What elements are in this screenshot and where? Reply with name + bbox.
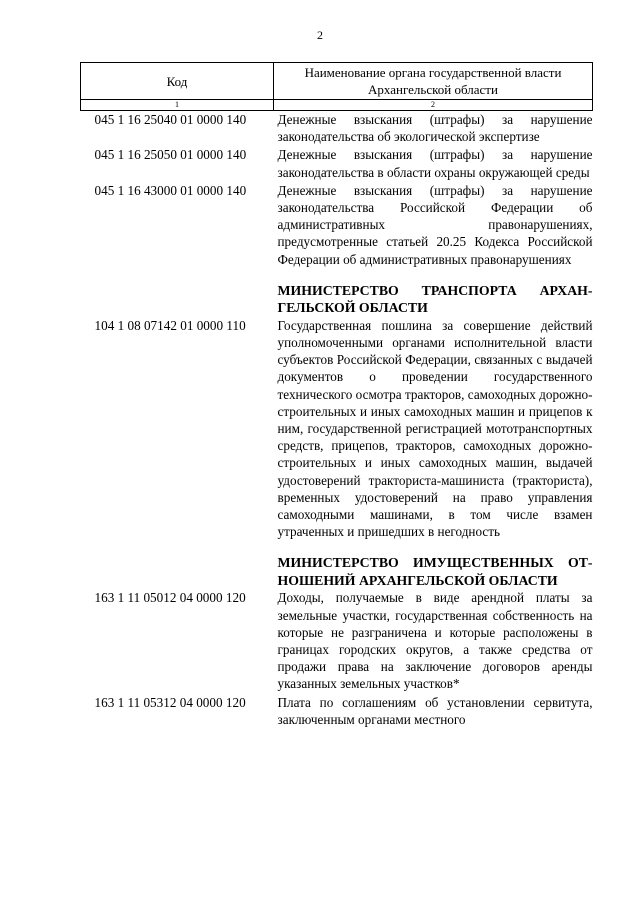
revenue-code: 045 1 16 25050 01 0000 140	[94, 147, 247, 163]
revenue-code: 045 1 16 43000 01 0000 140	[94, 182, 247, 198]
table-row	[81, 146, 593, 181]
revenue-code: 163 1 11 05012 04 0000 120	[94, 590, 246, 606]
page-number: 2	[317, 28, 323, 42]
header-code: Код	[81, 63, 274, 100]
revenue-description: Плата по соглашениям об установлении сервитута, заключенным органами местного	[277, 694, 593, 727]
column-number-2: 2	[274, 100, 593, 111]
revenue-codes-table	[80, 62, 593, 729]
table-row	[81, 182, 593, 269]
revenue-description: Денежные взыскания (штрафы) за нарушение законодательства в области охраны окружающей среды	[277, 147, 593, 180]
revenue-code: 104 1 08 07142 01 0000 110	[94, 317, 246, 333]
department-heading-row	[81, 282, 593, 317]
header-authority-name: Наименование органа государственной власти Архангельской области	[274, 63, 593, 100]
column-number-row	[81, 100, 593, 111]
revenue-description: Денежные взыскания (штрафы) за нарушение законодательства Российской Федерации об административных правонарушениях, предусмотренные статьей 20.25 Кодекса Российской Федерации об административных правонарушениях	[277, 182, 593, 267]
revenue-description: Государственная пошлина за совершение действий уполномоченными органами исполнительной власти субъектов Российской Федерации, связанных с выдачей документов о проведении государственного технического осмотра тракторов, самоходных дорожно-строительных и иных самоходных машин и прицепов к ним, государственной регистрацией мототранспортных средств, прицепов, тракторов, самоходных дорожно-строительных и иных самоходных машин, выдачей удостоверений тракториста-машиниста (тракториста), временных удостоверений на право управления самоходными машинами, в том числе взамен утраченных и пришедших в негодность	[277, 317, 593, 540]
table-row	[81, 589, 593, 693]
table-row	[81, 317, 593, 542]
table-header-row	[81, 63, 593, 100]
department-heading-row	[81, 554, 593, 589]
department-heading: МИНИСТЕРСТВО ИМУЩЕСТВЕННЫХ ОТ-НОШЕНИЙ АРХАНГЕЛЬСКОЙ ОБЛАСТИ	[277, 555, 593, 588]
table-row	[81, 694, 593, 729]
column-number-1: 1	[81, 100, 274, 111]
table-row	[81, 111, 593, 147]
revenue-code: 045 1 16 25040 01 0000 140	[94, 112, 247, 127]
revenue-description: Доходы, получаемые в виде арендной платы за земельные участки, государственная собственность на которые не разграничена и которые расположены в границах городских округов, а также средства от продажи права на заключение договоров аренды указанных земельных участков*	[277, 590, 593, 692]
revenue-code: 163 1 11 05312 04 0000 120	[94, 694, 246, 710]
department-heading: МИНИСТЕРСТВО ТРАНСПОРТА АРХАН-ГЕЛЬСКОЙ ОБЛАСТИ	[277, 282, 593, 316]
revenue-description: Денежные взыскания (штрафы) за нарушение законодательства об экологической экспертизе	[277, 112, 593, 145]
